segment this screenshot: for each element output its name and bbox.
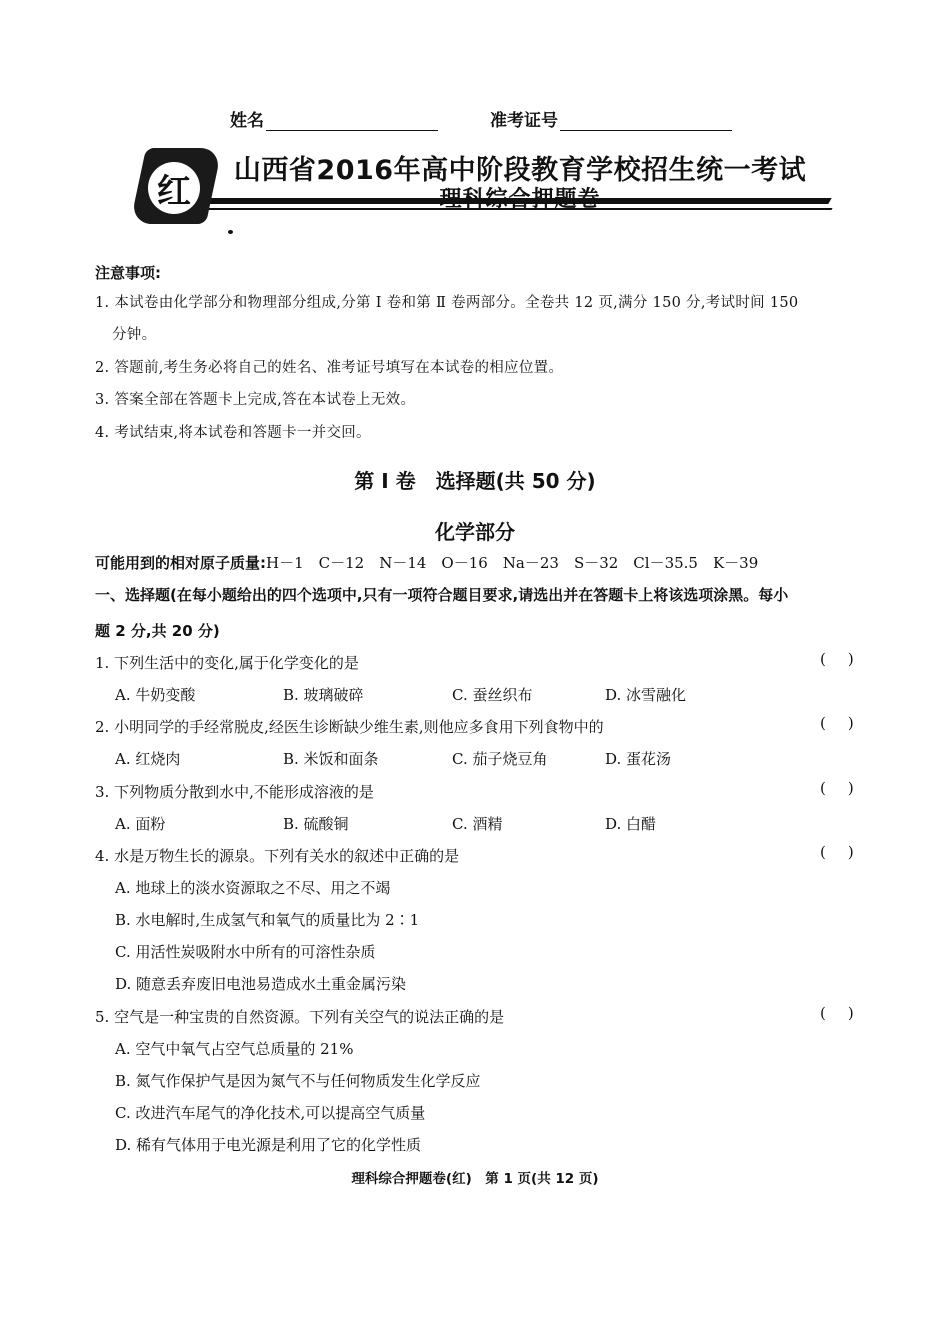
option-b: B. 水电解时,生成氢气和氧气的质量比为 2∶1 (115, 911, 420, 929)
name-blank (266, 114, 438, 131)
answer-paren: () (820, 1004, 876, 1022)
question-3: 3. 下列物质分散到水中,不能形成溶液的是 (95, 783, 374, 801)
exam-id-field (490, 106, 732, 131)
answer-paren: () (820, 779, 876, 797)
name-label: 姓名 (230, 111, 264, 131)
option-c: C. 用活性炭吸附水中所有的可溶性杂质 (115, 943, 376, 961)
option-b: B. 硫酸铜 (283, 815, 349, 833)
badge-character: 红 (148, 162, 200, 214)
option-d: D. 随意丢弃废旧电池易造成水土重金属污染 (115, 975, 407, 993)
option-b: B. 米饭和面条 (283, 750, 379, 768)
answer-paren: () (820, 714, 876, 732)
option-d: D. 蛋花汤 (605, 750, 672, 768)
part-title: 化学部分 (435, 520, 515, 544)
instructions-continued: 题 2 分,共 20 分) (95, 622, 220, 640)
option-a: A. 地球上的淡水资源取之不尽、用之不竭 (115, 879, 391, 897)
option-d: D. 白醋 (605, 815, 657, 833)
option-b: B. 玻璃破碎 (283, 686, 364, 704)
note-item: 2. 答题前,考生务必将自己的姓名、准考证号填写在本试卷的相应位置。 (95, 360, 564, 376)
atomic-masses-label: 可能用到的相对原子质量: (95, 554, 266, 572)
title-banner (132, 142, 832, 238)
atomic-masses-values: H－1 C－12 N－14 O－16 Na－23 S－32 Cl－35.5 K－39 (266, 554, 759, 572)
question-1: 1. 下列生活中的变化,属于化学变化的是 (95, 654, 359, 672)
page-footer: 理科综合押题卷(红) 第 1 页(共 12 页) (351, 1171, 599, 1187)
option-c: C. 茄子烧豆角 (452, 750, 548, 768)
question-4: 4. 水是万物生长的源泉。下列有关水的叙述中正确的是 (95, 847, 460, 865)
answer-paren: () (820, 650, 876, 668)
answer-paren: () (820, 843, 876, 861)
option-c: C. 改进汽车尾气的净化技术,可以提高空气质量 (115, 1104, 426, 1122)
section-title: 第 Ⅰ 卷 选择题(共 50 分) (354, 469, 596, 493)
option-a: A. 面粉 (115, 815, 166, 833)
question-5: 5. 空气是一种宝贵的自然资源。下列有关空气的说法正确的是 (95, 1008, 505, 1026)
exam-id-blank (560, 114, 732, 131)
exam-title: 山西省2016年高中阶段教育学校招生统一考试 (233, 155, 807, 186)
option-a: A. 牛奶变酸 (115, 686, 196, 704)
option-b: B. 氮气作保护气是因为氮气不与任何物质发生化学反应 (115, 1072, 481, 1090)
note-item: 3. 答案全部在答题卡上完成,答在本试卷上无效。 (95, 392, 416, 408)
option-a: A. 红烧肉 (115, 750, 181, 768)
note-item: 4. 考试结束,将本试卷和答题卡一并交回。 (95, 425, 371, 441)
note-item: 1. 本试卷由化学部分和物理部分组成,分第 Ⅰ 卷和第 Ⅱ 卷两部分。全卷共 12 页,满分 150 分,考试时间 150 (95, 295, 799, 311)
note-item-continued: 分钟。 (112, 327, 157, 343)
notes-heading: 注意事项: (95, 264, 161, 282)
exam-id-label: 准考证号 (490, 111, 558, 131)
exam-subtitle: 理科综合押题卷 (439, 187, 601, 212)
instructions: 一、选择题(在每小题给出的四个选项中,只有一项符合题目要求,请选出并在答题卡上将该选项涂黑。每小 (95, 586, 789, 604)
option-c: C. 蚕丝织布 (452, 686, 533, 704)
name-field (230, 106, 438, 131)
print-dot (228, 230, 233, 234)
atomic-masses (95, 552, 758, 573)
option-a: A. 空气中氧气占空气总质量的 21% (115, 1040, 354, 1058)
option-d: D. 稀有气体用于电光源是利用了它的化学性质 (115, 1136, 422, 1154)
question-2: 2. 小明同学的手经常脱皮,经医生诊断缺少维生素,则他应多食用下列食物中的 (95, 718, 604, 736)
option-d: D. 冰雪融化 (605, 686, 687, 704)
option-c: C. 酒精 (452, 815, 503, 833)
